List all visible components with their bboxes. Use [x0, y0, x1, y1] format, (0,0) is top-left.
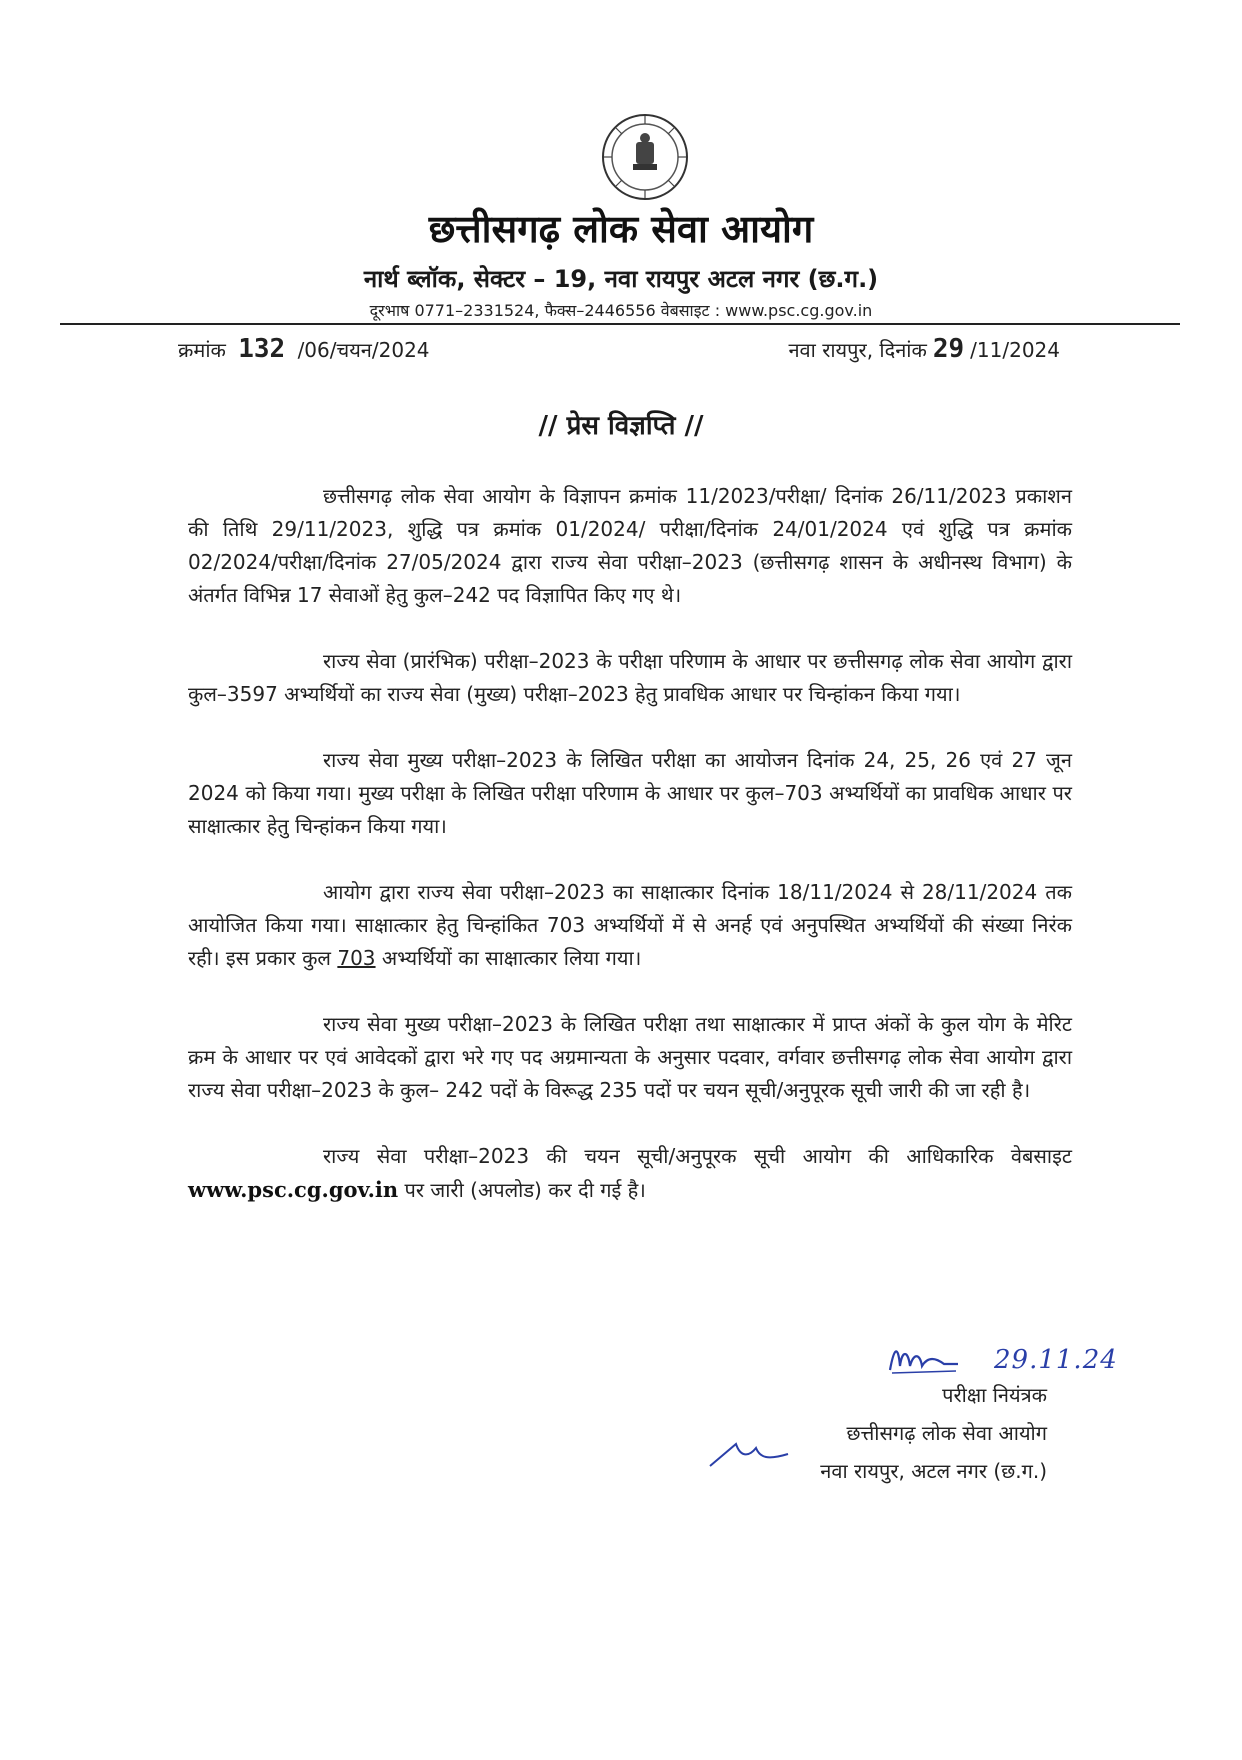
reference-prefix: क्रमांक [178, 338, 226, 362]
header-divider [60, 323, 1180, 325]
paragraph-interview: आयोग द्वारा राज्य सेवा परीक्षा–2023 का साक्षात्कार दिनांक 18/11/2024 से 28/11/2024 तक आयोजित किया गया। साक्षात्कार हेतु चिन्हांकित 703 अभ्यर्थियों में से अनर्ह एवं अनुपस्थित अभ्यर्थियों की संख्या निरंक रही। इस प्रकार कुल 703 अभ्यर्थियों का साक्षात्कार लिया गया। [188, 880, 1072, 970]
paragraph-mains: राज्य सेवा मुख्य परीक्षा–2023 के लिखित परीक्षा का आयोजन दिनांक 24, 25, 26 एवं 27 जून 2024 को किया गया। मुख्य परीक्षा के लिखित परीक्षा परिणाम के आधार पर कुल–703 अभ्यर्थियों का प्रावधिक आधार पर साक्षात्कार हेतु चिन्हांकन किया गया। [188, 748, 1072, 838]
date-day-handwritten: 29 [932, 334, 965, 364]
interview-count: 703 [337, 946, 376, 970]
paragraph-website: राज्य सेवा परीक्षा–2023 की चयन सूची/अनुपूरक सूची आयोग की आधिकारिक वेबसाइट www.psc.cg.gov.in पर जारी (अपलोड) कर दी गई है। [188, 1144, 1072, 1202]
signatory-place: नवा रायपुर, अटल नगर (छ.ग.) [820, 1459, 1047, 1483]
signature-date: 29.11.24 [994, 1345, 1118, 1375]
state-emblem-seal-icon [600, 112, 690, 202]
reference-number [178, 334, 430, 368]
organization-address: नार्थ ब्लॉक, सेक्टर – 19, नवा रायपुर अटल नगर (छ.ग.) [363, 265, 879, 293]
place-date [788, 334, 1060, 368]
organization-name: छत्तीसगढ़ लोक सेवा आयोग [428, 207, 814, 251]
reference-suffix: /06/चयन/2024 [297, 338, 430, 362]
press-release-heading: // प्रेस विज्ञप्ति // [538, 411, 704, 441]
paragraph-preliminary: राज्य सेवा (प्रारंभिक) परीक्षा–2023 के परीक्षा परिणाम के आधार पर छत्तीसगढ़ लोक सेवा आयोग द्वारा कुल–3597 अभ्यर्थियों का राज्य सेवा (मुख्य) परीक्षा–2023 हेतु प्रावधिक आधार पर चिन्हांकन किया गया। [188, 649, 1072, 706]
paragraph-advertisement: छत्तीसगढ़ लोक सेवा आयोग के विज्ञापन क्रमांक 11/2023/परीक्षा/ दिनांक 26/11/2023 प्रकाशन की तिथि 29/11/2023, शुद्धि पत्र क्रमांक 01/2024/ परीक्षा/दिनांक 24/01/2024 एवं शुद्धि पत्र क्रमांक 02/2024/परीक्षा/दिनांक 27/05/2024 द्वारा राज्य सेवा परीक्षा–2023 (छत्तीसगढ़ शासन के अधीनस्थ विभाग) के अंतर्गत विभिन्न 17 सेवाओं हेतु कुल–242 पद विज्ञापित किए गए थे। [188, 484, 1072, 607]
contact-line: दूरभाष 0771–2331524, फैक्स–2446556 वेबसाइट : www.psc.cg.gov.in [369, 301, 873, 320]
document-body [188, 480, 1072, 1240]
signature-block [820, 1376, 1047, 1490]
date-suffix: /11/2024 [970, 338, 1060, 362]
paragraph-selection: राज्य सेवा मुख्य परीक्षा–2023 के लिखित परीक्षा तथा साक्षात्कार में प्राप्त अंकों के कुल योग के मेरिट क्रम के आधार पर एवं आवेदकों द्वारा भरे गए पद अग्रमान्यता के अनुसार पदवार, वर्गवार छत्तीसगढ़ लोक सेवा आयोग द्वारा राज्य सेवा परीक्षा–2023 के कुल– 242 पदों के विरूद्ध 235 पदों पर चयन सूची/अनुपूरक सूची जारी की जा रही है। [188, 1012, 1072, 1102]
place-date-prefix: नवा रायपुर, दिनांक [788, 338, 927, 362]
website-link[interactable]: www.psc.cg.gov.in [188, 1177, 399, 1202]
reference-number-handwritten: 132 [238, 334, 286, 364]
signatory-designation: परीक्षा नियंत्रक [942, 1383, 1047, 1407]
initial-mark [706, 1436, 792, 1472]
signature-mark [884, 1340, 964, 1376]
signatory-organization: छत्तीसगढ़ लोक सेवा आयोग [846, 1421, 1047, 1445]
